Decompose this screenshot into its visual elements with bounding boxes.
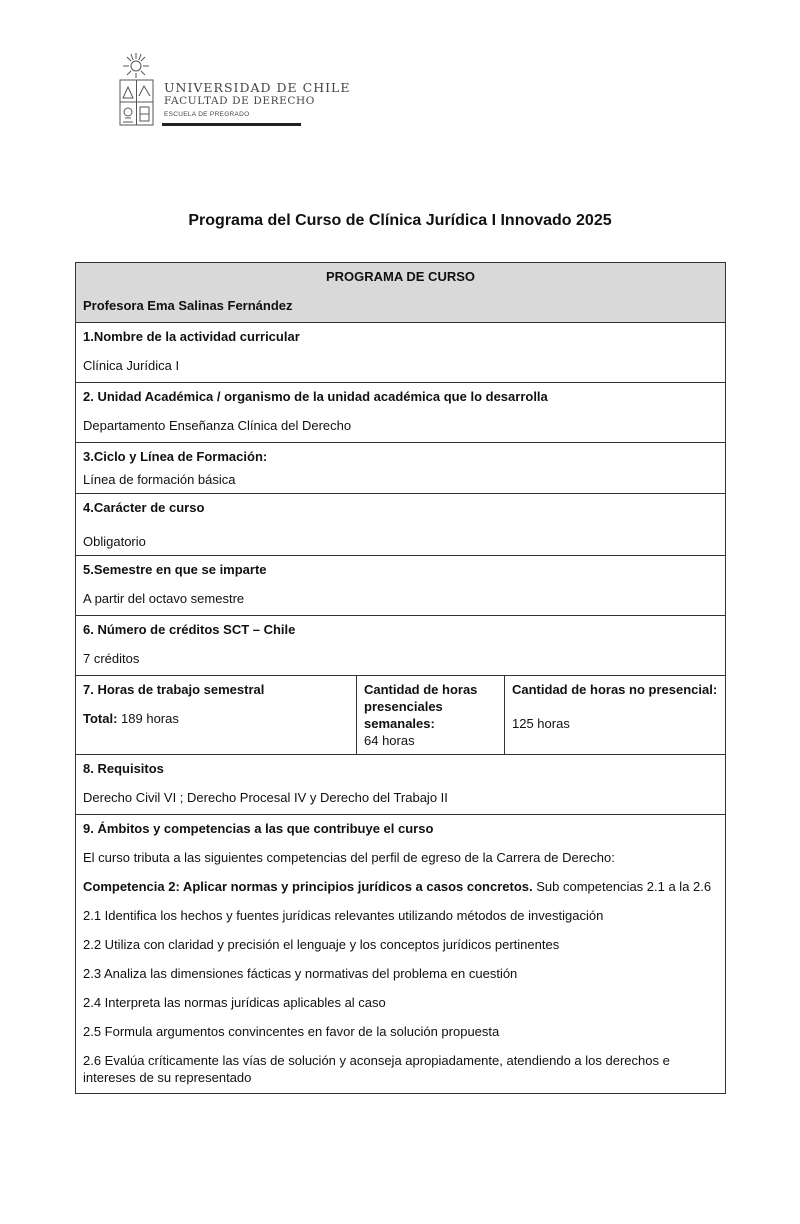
- presencial-hours-value: 64 horas: [364, 733, 415, 748]
- university-logo: [117, 52, 351, 130]
- section-9-intro: El curso tributa a las siguientes competencias del perfil de egreso de la Carrera de Derecho:: [83, 850, 615, 865]
- section-3-row: [76, 443, 726, 494]
- list-item: 2.4 Interpreta las normas jurídicas aplicables al caso: [83, 995, 386, 1010]
- section-5-value: A partir del octavo semestre: [83, 591, 245, 606]
- section-7-label: 7. Horas de trabajo semestral: [83, 682, 265, 697]
- section-8-row: [76, 755, 726, 815]
- section-9-label: 9. Ámbitos y competencias a las que contribuye el curso: [83, 821, 434, 836]
- section-8-value: Derecho Civil VI ; Derecho Procesal IV y Derecho del Trabajo II: [83, 790, 448, 805]
- total-hours-value: 189 horas: [117, 711, 179, 726]
- list-item: 2.1 Identifica los hechos y fuentes jurídicas relevantes utilizando métodos de investigación: [83, 908, 604, 923]
- presencial-hours-label: Cantidad de horas presenciales semanales:: [364, 682, 478, 731]
- page-title: Programa del Curso de Clínica Jurídica I Innovado 2025: [188, 212, 612, 229]
- section-7-row: [76, 676, 726, 755]
- section-4-row: [76, 494, 726, 556]
- list-item: 2.2 Utiliza con claridad y precisión el lenguaje y los conceptos jurídicos pertinentes: [83, 937, 560, 952]
- no-presencial-hours-label: Cantidad de horas no presencial:: [512, 682, 718, 697]
- table-header-row: [76, 263, 726, 323]
- section-1-row: [76, 323, 726, 383]
- university-name: UNIVERSIDAD DE CHILE: [164, 80, 351, 95]
- section-3-value: Línea de formación básica: [83, 472, 236, 487]
- section-4-value: Obligatorio: [83, 534, 146, 549]
- school-name: ESCUELA DE PREGRADO: [164, 111, 250, 118]
- logo-divider: [162, 123, 301, 126]
- section-2-label: 2. Unidad Académica / organismo de la unidad académica que lo desarrolla: [83, 389, 548, 404]
- section-1-label: 1.Nombre de la actividad curricular: [83, 329, 300, 344]
- list-item: 2.5 Formula argumentos convincentes en favor de la solución propuesta: [83, 1024, 500, 1039]
- competencia-2-subtext: Sub competencias 2.1 a la 2.6: [532, 879, 712, 894]
- section-2-row: [76, 383, 726, 443]
- total-hours-label: Total:: [83, 711, 118, 726]
- section-6-label: 6. Número de créditos SCT – Chile: [83, 622, 296, 637]
- list-item: 2.3 Analiza las dimensiones fácticas y normativas del problema en cuestión: [83, 966, 518, 981]
- section-4-label: 4.Carácter de curso: [83, 500, 205, 515]
- section-1-value: Clínica Jurídica I: [83, 358, 180, 373]
- no-presencial-hours-value: 125 horas: [512, 716, 570, 731]
- section-6-row: [76, 616, 726, 676]
- section-3-label: 3.Ciclo y Línea de Formación:: [83, 449, 268, 464]
- section-5-label: 5.Semestre en que se imparte: [83, 562, 267, 577]
- section-9-row: [76, 815, 726, 1094]
- total-hours: [83, 710, 349, 727]
- competencia-2: [83, 878, 718, 895]
- university-seal-icon: [117, 52, 161, 130]
- list-item: 2.6 Evalúa críticamente las vías de solución y aconseja apropiadamente, atendiendo a los derechos e intereses de su representado: [83, 1053, 670, 1085]
- professor-name: Profesora Ema Salinas Fernández: [83, 298, 293, 313]
- faculty-name: FACULTAD DE DERECHO: [164, 95, 315, 107]
- section-6-value: 7 créditos: [83, 651, 140, 666]
- course-program-table: [75, 262, 726, 1094]
- section-5-row: [76, 556, 726, 616]
- section-8-label: 8. Requisitos: [83, 761, 164, 776]
- competencia-2-title: Competencia 2: Aplicar normas y principios jurídicos a casos concretos.: [83, 879, 533, 894]
- section-2-value: Departamento Enseñanza Clínica del Derecho: [83, 418, 352, 433]
- program-header: PROGRAMA DE CURSO: [325, 269, 476, 284]
